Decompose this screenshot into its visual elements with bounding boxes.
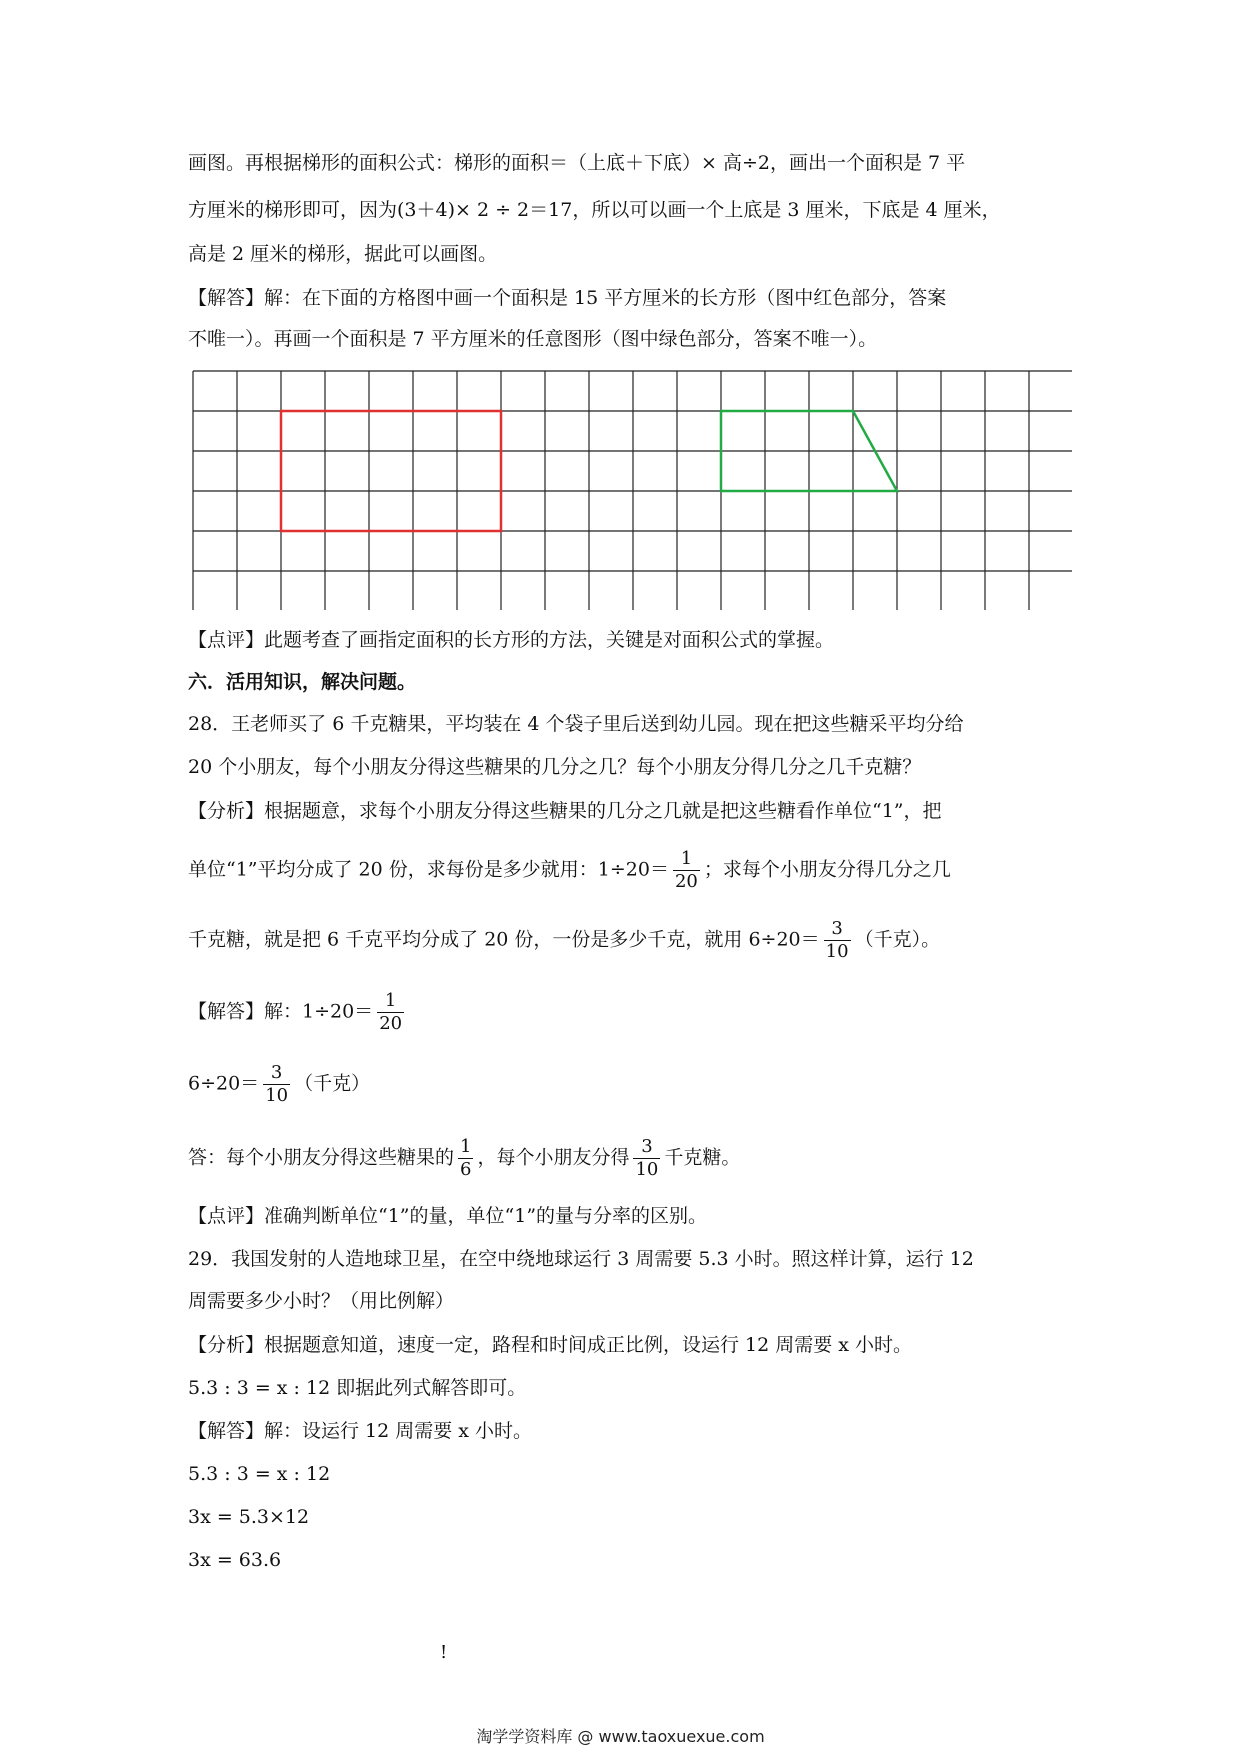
analysis-text: 单位“1”平均分成了 20 份，求每份是多少就用：1÷20＝ bbox=[188, 858, 669, 881]
fraction bbox=[633, 1136, 660, 1181]
denominator: 10 bbox=[825, 941, 849, 962]
section-heading: 六．活用知识，解决问题。 bbox=[188, 671, 417, 693]
answer-line bbox=[188, 1136, 1058, 1181]
equation-line: 5.3 : 3 = x : 12 bbox=[188, 1463, 331, 1485]
grid-figure bbox=[192, 370, 1072, 614]
text-line: 【解答】解：在下面的方格图中画一个面积是 15 平方厘米的长方形（图中红色部分，答案 bbox=[188, 287, 947, 309]
solution-text: 6÷20＝ bbox=[188, 1072, 260, 1095]
text-line: 不唯一）。再画一个面积是 7 平方厘米的任意图形（图中绿色部分，答案不唯一）。 bbox=[188, 328, 878, 350]
question-29-line1: 29．我国发射的人造地球卫星，在空中绕地球运行 3 周需要 5.3 小时。照这样计算，运行 12 bbox=[188, 1248, 974, 1270]
denominator: 20 bbox=[379, 1013, 403, 1034]
analysis-text: （千克）。 bbox=[854, 928, 941, 951]
answer-text: 千克糖。 bbox=[664, 1146, 741, 1169]
red-rectangle bbox=[281, 411, 501, 531]
fraction bbox=[263, 1062, 290, 1107]
text-line: 方厘米的梯形即可，因为(3＋4)× 2 ÷ 2＝17，所以可以画一个上底是 3 厘米，下底是 4 厘米， bbox=[188, 199, 1001, 221]
text-line: 画图。再根据梯形的面积公式：梯形的面积＝（上底＋下底）× 高÷2，画出一个面积是 7 平 bbox=[188, 152, 966, 174]
numerator: 1 bbox=[673, 848, 700, 871]
analysis-text: 千克糖，就是把 6 千克平均分成了 20 份，一份是多少千克，就用 6÷20＝ bbox=[188, 928, 820, 951]
solution-line1 bbox=[188, 990, 1058, 1035]
stray-mark: ! bbox=[440, 1642, 448, 1663]
numerator: 1 bbox=[377, 990, 404, 1013]
text-line: 高是 2 厘米的梯形，据此可以画图。 bbox=[188, 243, 498, 265]
solution-text: （千克） bbox=[294, 1072, 371, 1095]
fraction bbox=[673, 848, 700, 893]
numerator: 3 bbox=[263, 1062, 290, 1085]
solution-29-line: 【解答】解：设运行 12 周需要 x 小时。 bbox=[188, 1420, 533, 1442]
analysis-29-line1: 【分析】根据题意知道，速度一定，路程和时间成正比例，设运行 12 周需要 x 小时。 bbox=[188, 1334, 913, 1356]
answer-text: 答：每个小朋友分得这些糖果的 bbox=[188, 1146, 455, 1169]
fraction bbox=[458, 1136, 473, 1181]
question-28-line2: 20 个小朋友，每个小朋友分得这些糖果的几分之几？每个小朋友分得几分之几千克糖？ bbox=[188, 756, 922, 778]
grid-lines bbox=[193, 371, 1072, 610]
equation-line: 3x = 63.6 bbox=[188, 1549, 282, 1571]
grid-svg bbox=[192, 370, 1072, 610]
equation-line: 3x = 5.3×12 bbox=[188, 1506, 310, 1528]
denominator: 20 bbox=[674, 871, 698, 892]
analysis-line1: 【分析】根据题意，求每个小朋友分得这些糖果的几分之几就是把这些糖看作单位“1”，把 bbox=[188, 800, 942, 822]
footer-watermark: 淘学学资料库 @ www.taoxuexue.com bbox=[476, 1727, 765, 1746]
denominator: 10 bbox=[265, 1085, 289, 1106]
analysis-text: ；求每个小朋友分得几分之几 bbox=[703, 858, 951, 881]
analysis-line2 bbox=[188, 848, 1058, 893]
solution-text: 【解答】解：1÷20＝ bbox=[188, 1000, 374, 1023]
numerator: 3 bbox=[824, 918, 851, 941]
solution-line2 bbox=[188, 1062, 1058, 1107]
fraction bbox=[824, 918, 851, 963]
numerator: 1 bbox=[460, 1136, 472, 1157]
comment-line: 【点评】此题考查了画指定面积的长方形的方法，关键是对面积公式的掌握。 bbox=[188, 629, 835, 651]
denominator: 10 bbox=[635, 1159, 659, 1180]
question-28-line1: 28．王老师买了 6 千克糖果，平均装在 4 个袋子里后送到幼儿园。现在把这些糖采平均分给 bbox=[188, 713, 964, 735]
question-29-line2: 周需要多少小时？（用比例解） bbox=[188, 1290, 455, 1312]
answer-text: ，每个小朋友分得 bbox=[477, 1146, 630, 1169]
fraction bbox=[377, 990, 404, 1035]
comment-line: 【点评】准确判断单位“1”的量，单位“1”的量与分率的区别。 bbox=[188, 1205, 708, 1227]
analysis-line3 bbox=[188, 918, 1058, 963]
denominator: 6 bbox=[460, 1159, 472, 1180]
analysis-29-line2: 5.3 : 3 = x : 12 即据此列式解答即可。 bbox=[188, 1377, 527, 1399]
numerator: 3 bbox=[633, 1136, 660, 1159]
